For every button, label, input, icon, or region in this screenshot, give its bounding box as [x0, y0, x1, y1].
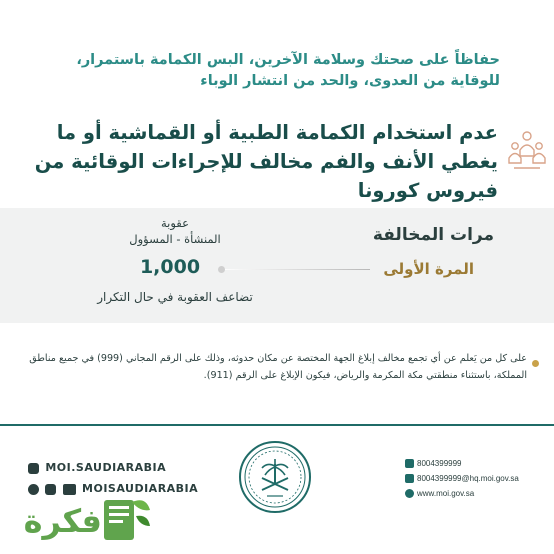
bullet-dot — [532, 360, 539, 367]
fine-amount: 1,000 — [139, 256, 201, 278]
first-time-label: المرة الأولى — [383, 260, 474, 278]
ministry-emblem-icon — [238, 440, 312, 514]
report-note: على كل من يَعلم عن أي تجمع مخالف إبلاغ الجهة المختصة عن مكان حدوثه، وذلك على الرقم المجاني (999) في جميع مناطق المملكة، باستثناء منطقتي مكة المكرمة والرياض، فيكون الإبلاغ على الرقم (911). — [29, 353, 527, 381]
responsible-party-label: المنشأة - المسؤول — [129, 232, 221, 246]
contact-email-text: 8004399999@hq.moi.gov.sa — [417, 474, 519, 483]
contact-website-text: www.moi.gov.sa — [417, 489, 475, 498]
instagram-icon — [45, 484, 56, 495]
snapchat-handle[interactable] — [28, 461, 166, 474]
headline: عدم استخدام الكمامة الطبية أو القماشية أو ما يغطي الأنف والفم مخالف للإجراءات الوقائية من فيروس كورونا — [34, 121, 498, 202]
phone-icon — [405, 459, 414, 468]
watermark-text: فكرة — [23, 502, 102, 540]
social-handle-text: MOISAUDIARABIA — [82, 482, 199, 495]
contact-phone-text: 8004399999 — [417, 459, 462, 468]
youtube-icon — [63, 484, 76, 495]
repeat-penalty-note: تضاعف العقوبة في حال التكرار — [97, 290, 253, 304]
group-people-icon — [506, 128, 548, 172]
contact-email[interactable] — [405, 474, 519, 483]
email-icon — [405, 474, 414, 483]
snapchat-icon — [28, 463, 39, 474]
contact-website[interactable] — [405, 489, 474, 498]
violations-column-title: مرات المخالفة — [372, 225, 494, 245]
footer-divider — [0, 424, 554, 426]
contact-phone[interactable] — [405, 459, 462, 468]
globe-icon — [405, 489, 414, 498]
twitter-icon — [28, 484, 39, 495]
penalty-column-title: عقوبة — [161, 216, 189, 230]
intro-text: حفاظاً على صحتك وسلامة الآخرين، البس الكمامة باستمرار، للوقاية من العدوى، والحد من انتشار الوباء — [76, 52, 500, 89]
snapchat-handle-text: MOI.SAUDIARABIA — [45, 461, 167, 474]
connector-line — [222, 269, 370, 270]
